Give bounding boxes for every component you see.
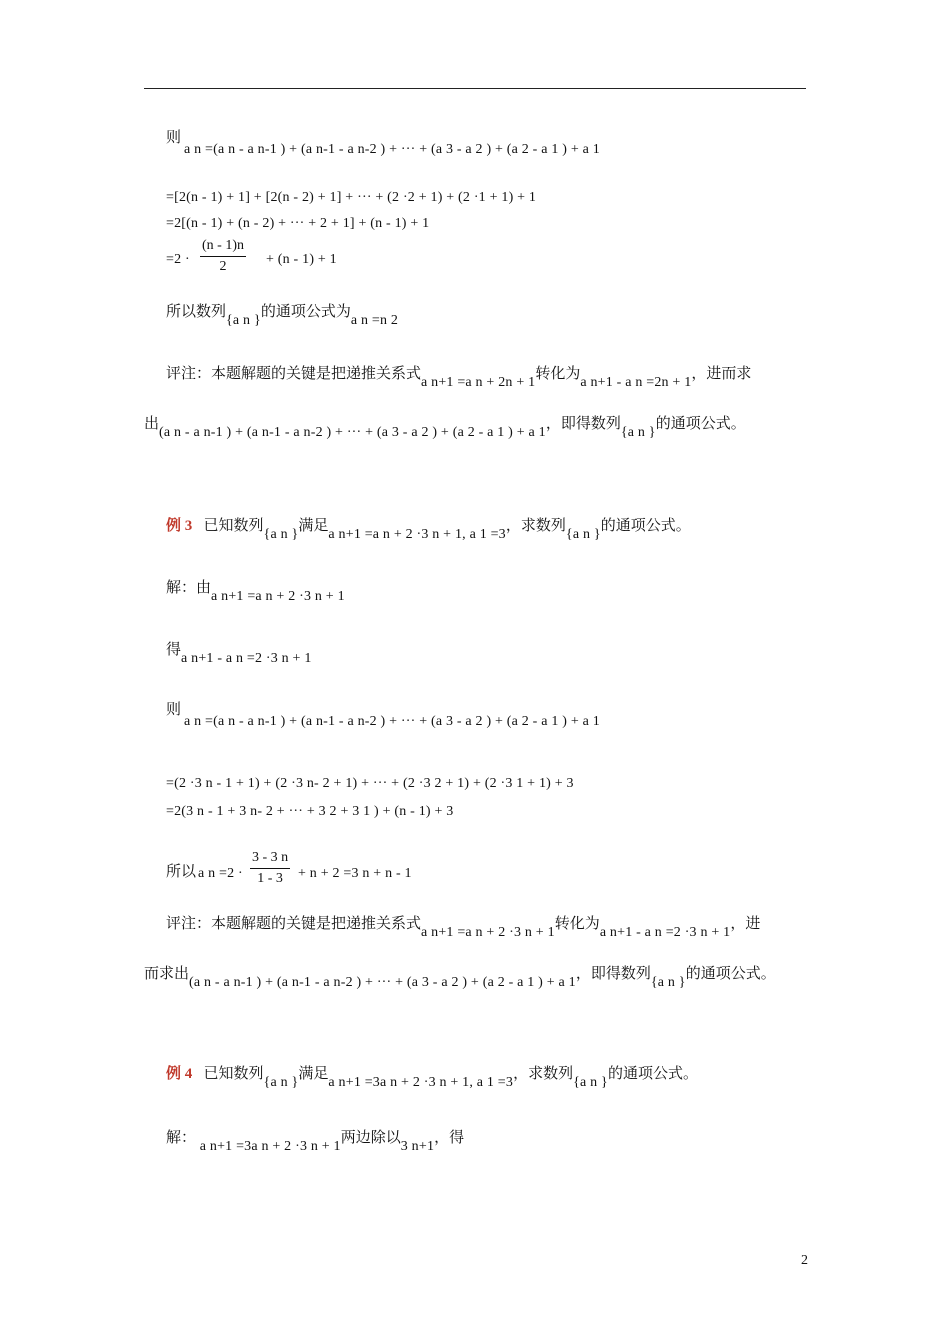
fraction-numerator: (n - 1)n [202, 238, 244, 253]
example-3-result-suffix: + n + 2 =3 n + n - 1 [298, 866, 412, 881]
step-1: =[2(n - 1) + 1] + [2(n - 2) + 1] + ··· + (2 ·2 + 1) + (2 ·1 + 1) + 1 [166, 190, 537, 205]
example-3-solution-start: 解：由a n+1 =a n + 2 ·3 n + 1 [166, 580, 345, 604]
step-3-suffix: + (n - 1) + 1 [266, 252, 337, 267]
fraction-numerator: 3 - 3 n [252, 850, 289, 865]
then-label-3: 则 [166, 702, 182, 718]
fraction-denominator: 2 [219, 259, 227, 274]
sum-formula-3: a n =(a n - a n-1 ) + (a n-1 - a n-2 ) + ··· + (a 3 - a 2 ) + (a 2 - a 1 ) + a 1 [184, 714, 600, 729]
comment-1-line-2: 出(a n - a n-1 ) + (a n-1 - a n-2 ) + ··· + (a 3 - a 2 ) + (a 2 - a 1 ) + a 1，即得数列{a n }的通项公式。 [144, 416, 746, 440]
sum-formula-comment-1: (a n - a n-1 ) + (a n-1 - a n-2 ) + ··· + (a 3 - a 2 ) + (a 2 - a 1 ) + a 1 [159, 425, 546, 440]
example-3-result-lhs: a n =2 · [198, 866, 243, 881]
result-text-1 [166, 302, 399, 328]
fraction-example-3 [250, 850, 290, 887]
example-3-result-prefix: 所以 [166, 864, 197, 880]
header-rule [144, 88, 806, 89]
example-4-solution-start: 解： a n+1 =3a n + 2 ·3 n + 1两边除以3 n+1，得 [166, 1130, 465, 1154]
comment-3-line-2: 而求出(a n - a n-1 ) + (a n-1 - a n-2 ) + ··· + (a 3 - a 2 ) + (a 2 - a 1 ) + a 1，即得数列{a n }的通项公式。 [144, 966, 776, 990]
page-number: 2 [801, 1253, 808, 1268]
result-prefix: 所以数列 [166, 304, 227, 320]
example-3-get-line: 得a n+1 - a n =2 ·3 n + 1 [166, 642, 312, 666]
then-label-1: 则 [166, 130, 182, 146]
result-seq: {a n } [226, 313, 261, 328]
example-3-statement: 例 3 已知数列{a n }满足a n+1 =a n + 2 ·3 n + 1, a 1 =3，求数列{a n }的通项公式。 [166, 518, 691, 542]
recurrence-1: a n+1 =a n + 2n + 1 [421, 375, 536, 390]
step-3-prefix: =2 · [166, 252, 190, 267]
result-mid: 的通项公式为 [260, 304, 351, 320]
example-3-step-1: =(2 ·3 n - 1 + 1) + (2 ·3 n- 2 + 1) + ··· + (2 ·3 2 + 1) + (2 ·3 1 + 1) + 3 [166, 776, 574, 791]
sum-formula-1: a n =(a n - a n-1 ) + (a n-1 - a n-2 ) + ··· + (a 3 - a 2 ) + (a 2 - a 1 ) + a 1 [184, 142, 600, 157]
fraction-denominator: 1 - 3 [257, 871, 283, 886]
example-4-label: 例 4 [166, 1066, 193, 1082]
example-3-label: 例 3 [166, 518, 193, 534]
example-3-step-2: =2(3 n - 1 + 3 n- 2 + ··· + 3 2 + 3 1 ) + (n - 1) + 3 [166, 804, 454, 819]
example-4-condition: a n+1 =3a n + 2 ·3 n + 1, a 1 =3 [328, 1075, 514, 1090]
example-4-statement: 例 4 已知数列{a n }满足a n+1 =3a n + 2 ·3 n + 1, a 1 =3，求数列{a n }的通项公式。 [166, 1066, 698, 1090]
fraction-step-3 [200, 238, 246, 275]
comment-1-line-1: 评注：本题解题的关键是把递推关系式a n+1 =a n + 2n + 1转化为a n+1 - a n =2n + 1，进而求 [166, 366, 752, 390]
comment-3-line-1: 评注：本题解题的关键是把递推关系式a n+1 =a n + 2 ·3 n + 1转化为a n+1 - a n =2 ·3 n + 1，进 [166, 916, 761, 940]
step-2: =2[(n - 1) + (n - 2) + ··· + 2 + 1] + (n - 1) + 1 [166, 216, 430, 231]
example-3-condition: a n+1 =a n + 2 ·3 n + 1, a 1 =3 [328, 527, 506, 542]
result-formula: a n =n 2 [350, 313, 399, 328]
converted-1: a n+1 - a n =2n + 1 [580, 375, 692, 390]
